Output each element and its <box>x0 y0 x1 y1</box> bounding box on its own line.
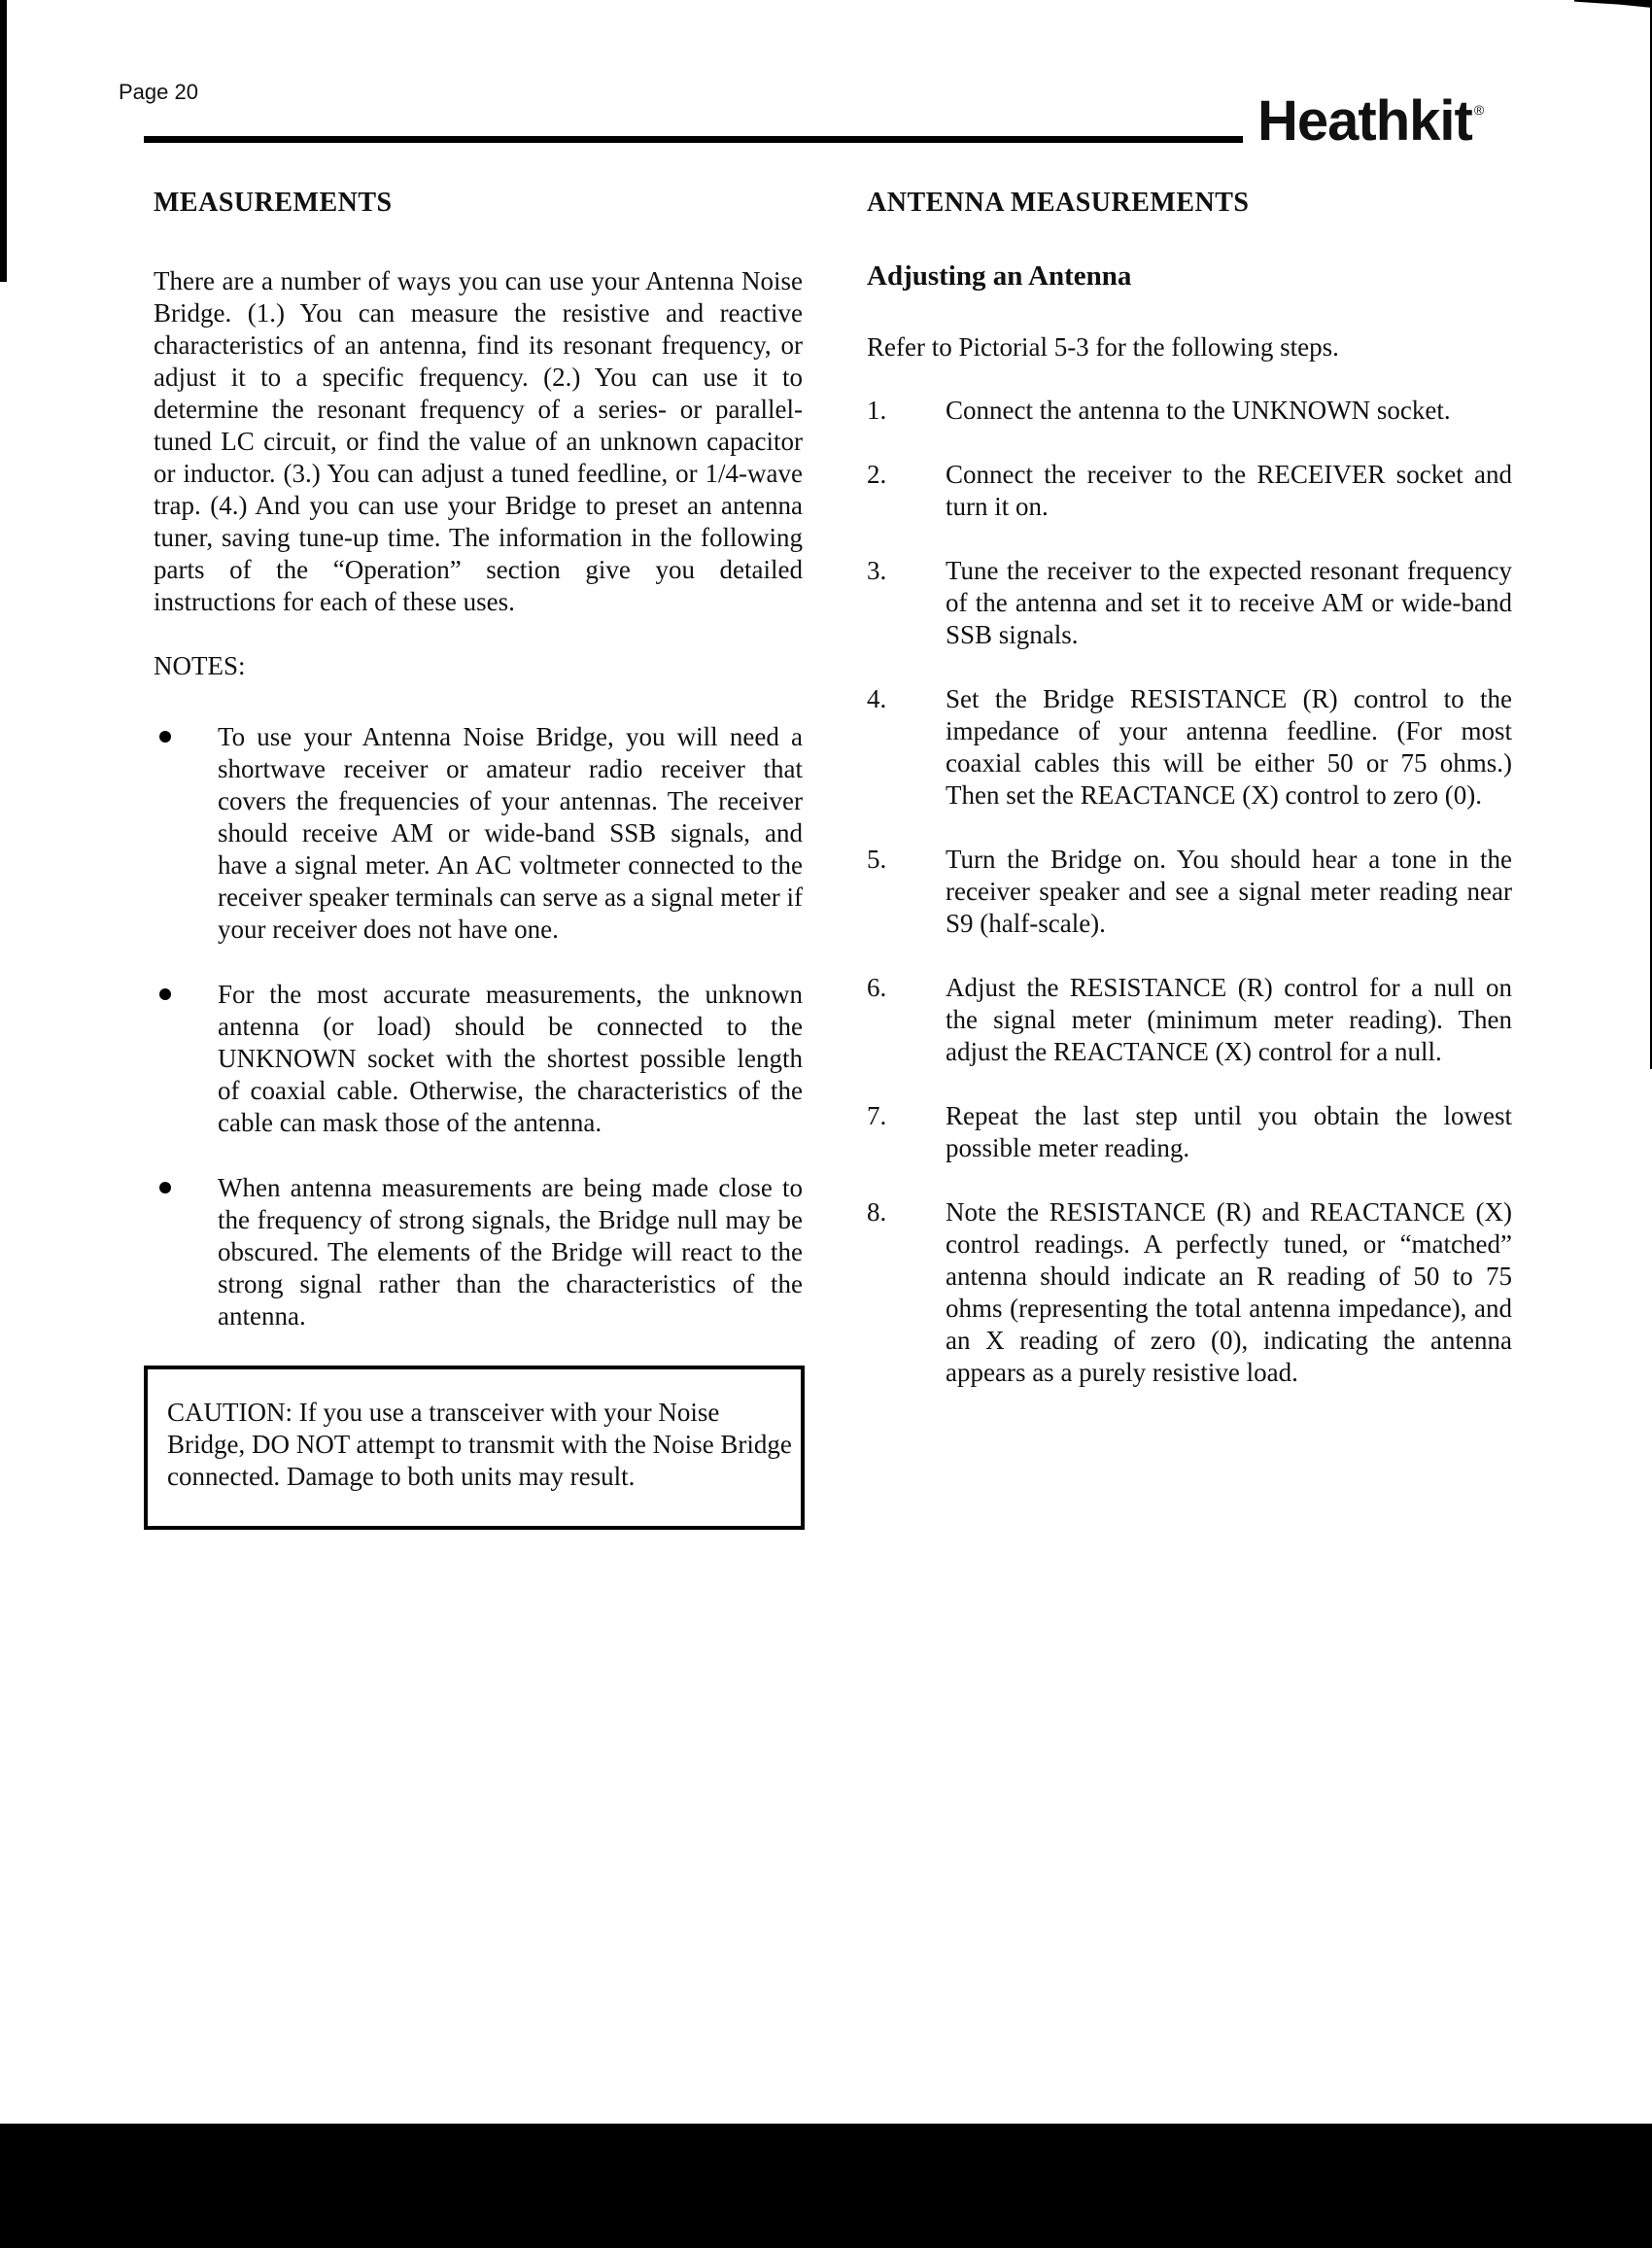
step-item <box>867 555 1512 651</box>
caution-box <box>144 1366 805 1530</box>
step-item <box>867 1196 1512 1389</box>
bullet-icon <box>159 731 171 743</box>
steps-list <box>867 395 1512 1389</box>
note-item <box>154 979 803 1139</box>
step-number: 8. <box>867 1197 887 1227</box>
bullet-icon <box>159 988 171 1000</box>
note-text: To use your Antenna Noise Bridge, you will need a shortwave receiver or amateur radio receiver that covers the frequencies of your antennas. The receiver should receive AM or wide-band SSB signals, and have a signal meter. An AC voltmeter connected to the receiver speaker terminals can serve as a signal meter if your receiver does not have one. <box>218 722 803 944</box>
note-item <box>154 1172 803 1332</box>
step-text: Tune the receiver to the expected resonant frequency of the antenna and set it to receive AM or wide-band SSB signals. <box>946 556 1512 649</box>
step-text: Note the RESISTANCE (R) and REACTANCE (X) control readings. A perfectly tuned, or “matched” antenna should indicate an R reading of 50 to 75 ohms (representing the total antenna impedance), and an X reading of zero (0), indicating the antenna appears as a purely resistive load. <box>946 1197 1512 1387</box>
scan-edge-left <box>0 0 7 282</box>
brand-name: Heathkit <box>1257 89 1472 153</box>
step-item <box>867 1100 1512 1164</box>
header-rule <box>144 136 1243 143</box>
note-item <box>154 721 803 946</box>
step-number: 7. <box>867 1101 887 1130</box>
notes-label: NOTES: <box>154 651 246 680</box>
step-text: Connect the receiver to the RECEIVER socket and turn it on. <box>946 460 1512 521</box>
step-number: 1. <box>867 396 887 425</box>
step-number: 2. <box>867 460 887 489</box>
scan-edge-bottom <box>0 2124 1652 2248</box>
note-text: When antenna measurements are being made close to the frequency of strong signals, the Bridge null may be obscured. The elements of the Bridge will react to the strong signal rather than the characteristics of the antenna. <box>218 1173 803 1331</box>
step-text: Connect the antenna to the UNKNOWN socket. <box>946 396 1451 425</box>
step-number: 6. <box>867 973 887 1002</box>
step-item <box>867 844 1512 940</box>
step-number: 4. <box>867 684 887 713</box>
notes-list <box>154 721 803 1332</box>
step-text: Set the Bridge RESISTANCE (R) control to the impedance of your antenna feedline. (For most coaxial cables this will be either 50 or 75 ohms.) Then set the REACTANCE (X) control to zero (0). <box>946 684 1512 810</box>
step-number: 3. <box>867 556 887 585</box>
step-text: Adjust the RESISTANCE (R) control for a null on the signal meter (minimum meter reading). Then adjust the REACTANCE (X) control for a null. <box>946 973 1512 1066</box>
page-number: Page 20 <box>119 80 198 104</box>
step-item <box>867 459 1512 523</box>
section-heading-antenna-measurements: ANTENNA MEASUREMENTS <box>867 188 1250 218</box>
note-text: For the most accurate measurements, the unknown antenna (or load) should be connected to the UNKNOWN socket with the shortest possible length of coaxial cable. Otherwise, the characteristics of the cable can mask those of the antenna. <box>218 980 803 1137</box>
step-number: 5. <box>867 845 887 874</box>
caution-text: CAUTION: If you use a transceiver with your Noise Bridge, DO NOT attempt to transmit with the Noise Bridge connected. Damage to both units may result. <box>167 1398 792 1491</box>
step-item <box>867 972 1512 1068</box>
left-column <box>154 187 803 1530</box>
scan-corner <box>1574 0 1652 8</box>
step-text: Turn the Bridge on. You should hear a tone in the receiver speaker and see a signal meter reading near S9 (half-scale). <box>946 845 1512 938</box>
section-heading-measurements: MEASUREMENTS <box>154 188 393 218</box>
right-column <box>867 187 1512 1421</box>
bullet-icon <box>159 1182 171 1193</box>
subheading-adjusting-antenna: Adjusting an Antenna <box>867 260 1132 292</box>
step-item <box>867 683 1512 812</box>
brand-logo <box>1257 89 1484 153</box>
registered-mark: ® <box>1473 102 1484 118</box>
step-item <box>867 395 1512 427</box>
step-text: Repeat the last step until you obtain the lowest possible meter reading. <box>946 1101 1512 1162</box>
intro-paragraph: There are a number of ways you can use your Antenna Noise Bridge. (1.) You can measure the resistive and reactive characteristics of an antenna, find its resonant frequency, or adjust it to a specific frequency. (2.) You can use it to determine the resonant frequency of a series- or parallel-tuned LC circuit, or find the value of an unknown capacitor or inductor. (3.) You can adjust a tuned feedline, or 1/4-wave trap. (4.) And you can use your Bridge to preset an antenna tuner, saving tune-up time. The information in the following parts of the “Operation” section give you detailed instructions for each of these uses. <box>154 266 803 616</box>
refer-text: Refer to Pictorial 5-3 for the following steps. <box>867 332 1339 362</box>
